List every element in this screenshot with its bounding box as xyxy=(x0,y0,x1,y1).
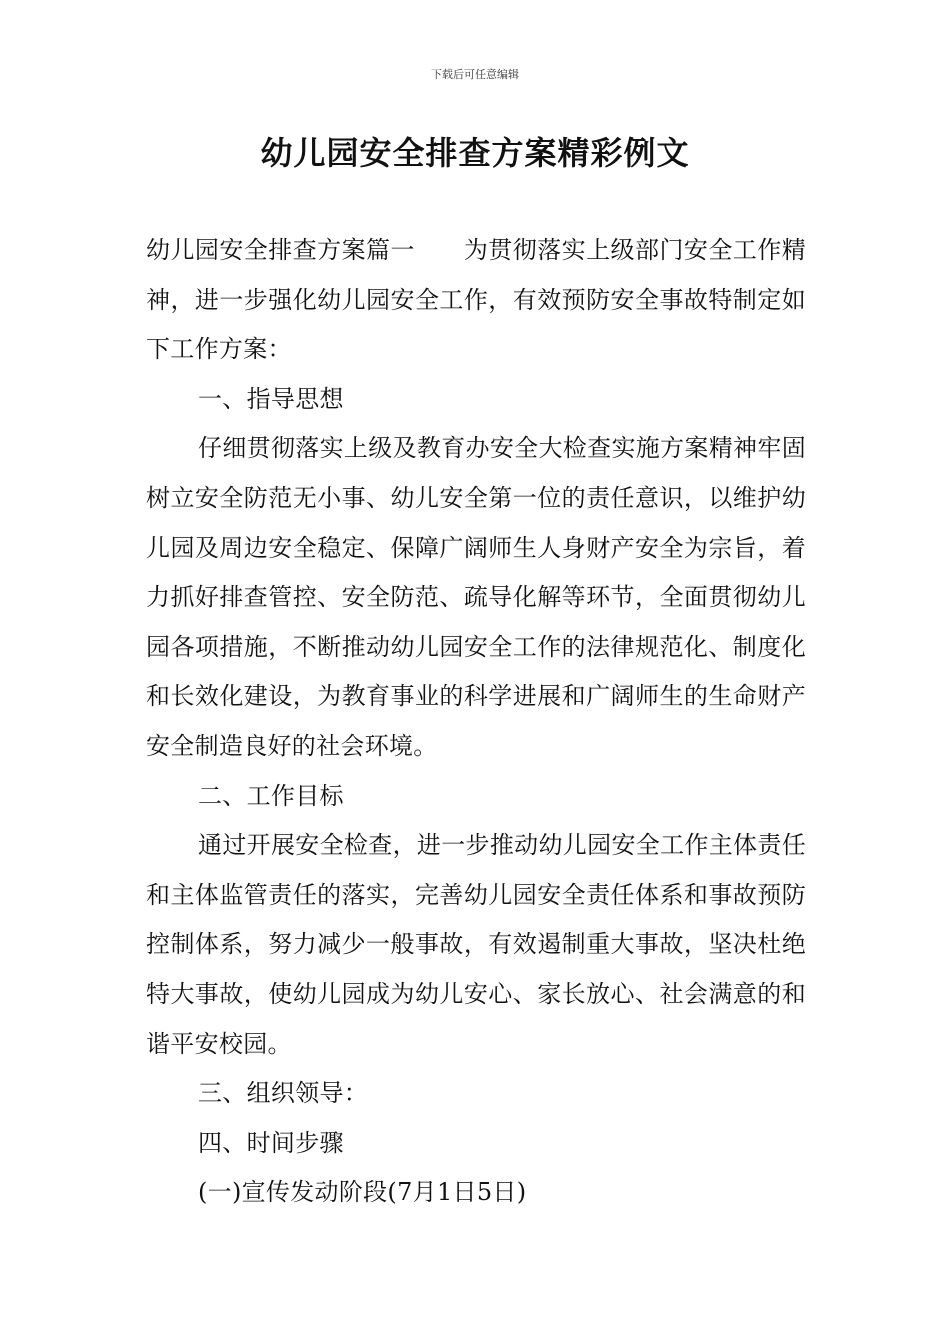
document-title: 幼儿园安全排查方案精彩例文 xyxy=(260,134,690,172)
paragraph-guiding-ideology: 仔细贯彻落实上级及教育办安全大检查实施方案精神牢固树立安全防范无小事、幼儿安全第一位的责任意识，以维护幼儿园及周边安全稳定、保障广阔师生人身财产安全为宗旨，着力抓好排查管控、安全防范、疏导化解等环节，全面贯彻幼儿园各项措施，不断推动幼儿园安全工作的法律规范化、制度化和长效化建设，为教育事业的科学进展和广阔师生的生命财产安全制造良好的社会环境。 xyxy=(146,434,806,760)
heading-guiding-ideology: 一、指导思想 xyxy=(198,384,344,413)
heading-organization: 三、组织领导： xyxy=(198,1079,369,1108)
page-header-note: 下载后可任意编辑 xyxy=(431,68,519,81)
heading-schedule: 四、时间步骤 xyxy=(198,1128,344,1157)
paragraph-work-goals: 通过开展安全检查，进一步推动幼儿园安全工作主体责任和主体监管责任的落实，完善幼儿园安全责任体系和事故预防控制体系，努力减少一般事故，有效遏制重大事故，坚决杜绝特大事故，使幼儿园成为幼儿安心、家长放心、社会满意的和谐平安校园。 xyxy=(146,831,806,1058)
heading-work-goals: 二、工作目标 xyxy=(198,781,344,810)
document-body xyxy=(146,226,806,1218)
paragraph-intro: 幼儿园安全排查方案篇一 为贯彻落实上级部门安全工作精神，进一步强化幼儿园安全工作，有效预防安全事故特制定如下工作方案： xyxy=(146,236,806,364)
subheading-publicity-stage: (一)宣传发动阶段(7月1日5日) xyxy=(198,1178,527,1207)
